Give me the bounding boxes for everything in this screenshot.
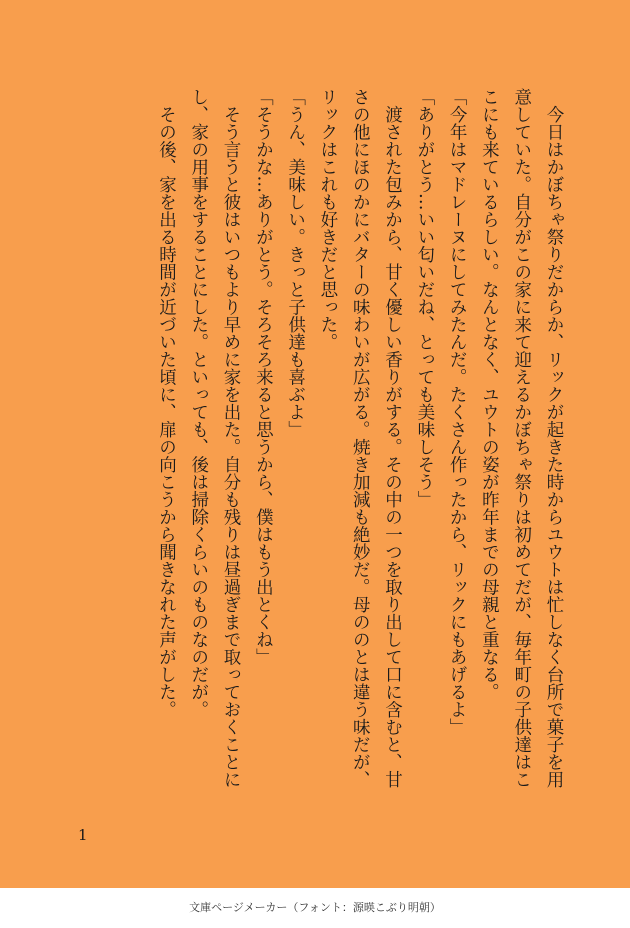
paragraph: 「うん、美味しい。きっと子供達も喜ぶよ」	[285, 88, 306, 438]
page-number: 1	[78, 826, 88, 844]
paragraph: 今日はかぼちゃ祭りだからか、リックが起きた時からユウトは忙しなく台所で菓子を用意していた。自分がこの家に来て迎えるかぼちゃ祭りは初めてだが、毎年町の子供達はここにも来ているらしい。なんとなく、ユウトの姿が昨年までの母親と重なる。	[479, 88, 564, 788]
footer-credit: 文庫ページメーカー（フォント：源暎こぶり明朝）	[0, 888, 630, 928]
paragraph: 「ありがとう…いい匂いだね、とっても美味しそう」	[414, 88, 435, 508]
vertical-text-body	[150, 88, 570, 788]
paragraph: その後、家を出る時間が近づいた頃に、扉の向こうから聞きなれた声がした。	[156, 88, 177, 718]
paragraph: 渡された包みから、甘く優しい香りがする。その中の一つを取り出して口に含むと、甘さの他にほのかにバターの味わいが広がる。焼き加減も絶妙だ。母ののとは違う味だが、リックはこれも好きだと思った。	[317, 88, 403, 788]
paragraph: 「そうかな…ありがとう。そろそろ来ると思うから、僕はもう出とくね」	[253, 88, 274, 666]
paragraph: 「今年はマドレーヌにしてみたんだ。たくさん作ったから、リックにもあげるよ」	[447, 88, 468, 736]
paragraph: そう言うと彼はいつもより早めに家を出た。自分も残りは昼過ぎまで取っておくことにし、家の用事をすることにした。といっても、後は掃除くらいのものなのだが。	[188, 88, 242, 788]
